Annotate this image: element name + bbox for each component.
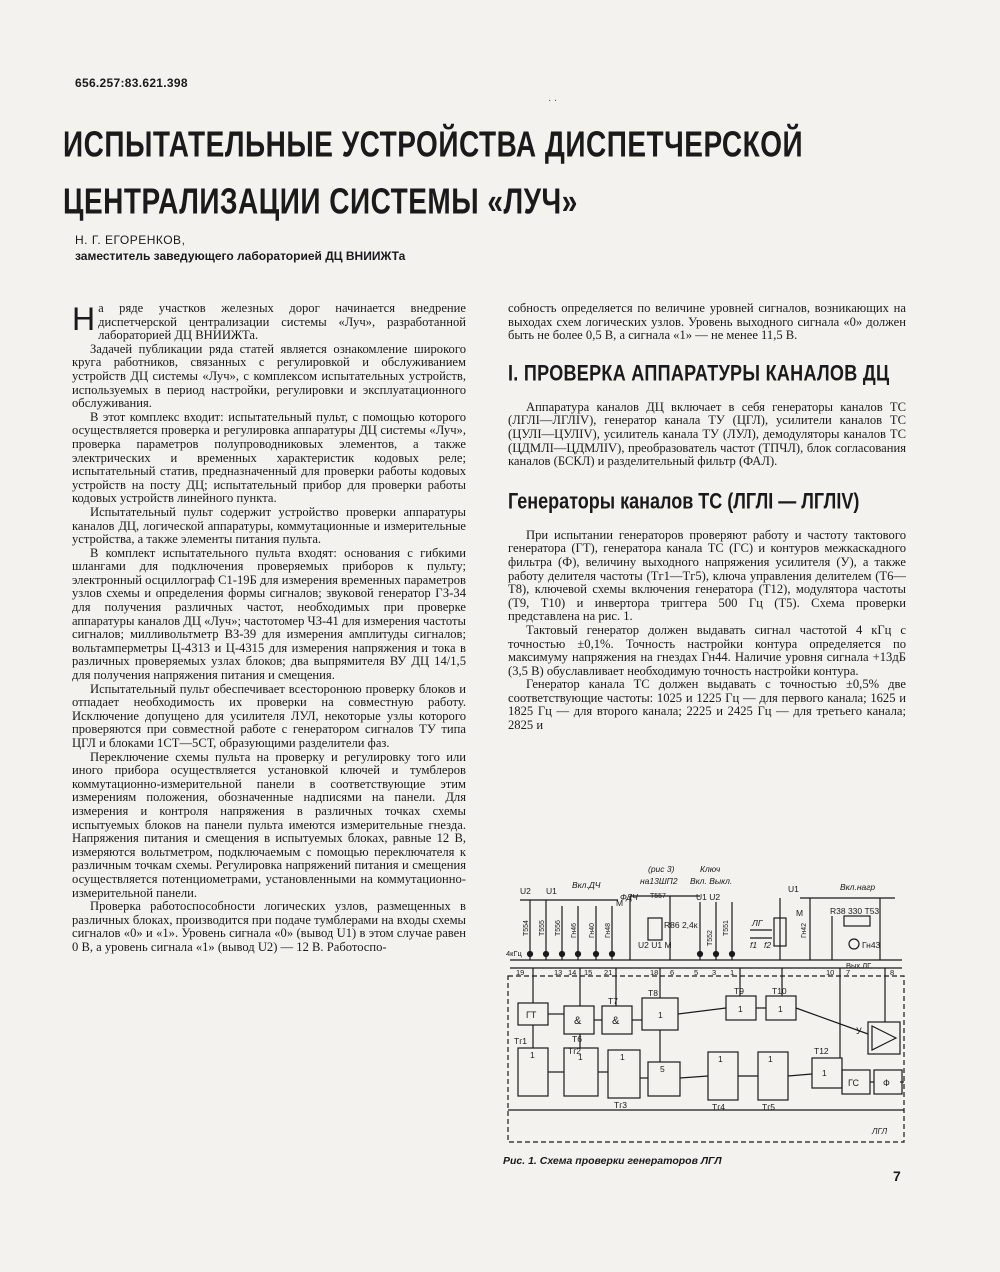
udc-code: 656.257:83.621.398 xyxy=(75,76,188,90)
pin-label: 1 xyxy=(730,968,735,977)
label: Вкл.ДЧ xyxy=(572,880,601,890)
pin-label: 19 xyxy=(516,968,525,977)
jack-gn43 xyxy=(849,939,859,949)
lgl-block-border xyxy=(508,976,904,1142)
label: Ключ xyxy=(700,864,721,874)
label: Тг2 xyxy=(568,1046,582,1056)
label: Тг1 xyxy=(514,1036,528,1046)
pin-label: 18 xyxy=(650,968,659,977)
label: Тг3 xyxy=(614,1100,628,1110)
label: Гн48 xyxy=(605,922,612,938)
pin-label: 6 xyxy=(670,968,675,977)
label: 1 xyxy=(738,1004,743,1014)
paragraph: Испытательный пульт обеспечивает всесторонюю проверку блоков и отпадает необходимость их проверки на совместную работу. Исключение допущено для усилителя ЛУЛ, некоторые узлы которого проверяются при совместной работе с генератором сигналов ТУ типа ЦГЛ и блоками 1СТ—5СТ, образующими разделители фаз. xyxy=(72,681,466,750)
article-title xyxy=(63,116,923,230)
label: Гн43 xyxy=(862,940,881,950)
label: на13ШП2 xyxy=(640,876,678,886)
label: Т12 xyxy=(814,1046,829,1056)
label: Т551 xyxy=(723,920,730,936)
tg4-block xyxy=(708,1052,738,1100)
label: & xyxy=(612,1015,620,1027)
t12-block xyxy=(812,1058,842,1088)
pin-label: 14 xyxy=(568,968,577,977)
label: f2 xyxy=(764,940,772,950)
left-column xyxy=(72,302,466,955)
label: Т6 xyxy=(572,1034,582,1044)
label: U1 U2 xyxy=(696,892,721,902)
label: M xyxy=(796,908,804,918)
subsection-heading: Генераторы каналов ТС (ЛГЛI — ЛГЛIV) xyxy=(508,488,860,514)
label: (рис 3) xyxy=(648,864,675,874)
section-heading: I. ПРОВЕРКА АППАРАТУРЫ КАНАЛОВ ДЦ xyxy=(508,360,890,386)
paragraph: Генератор канала ТС должен выдавать с точностью ±0,5% две соответствующие частоты: 1025 и 1225 Гц — для первого канала; 1625 и 1825 Гц — для второго канала; 2225 и 2425 Гц — для третьего канала; 2825 и xyxy=(508,677,906,733)
label: Т556 xyxy=(555,920,562,936)
label: 1 xyxy=(768,1054,773,1064)
label: У xyxy=(856,1026,862,1036)
figure-caption: Рис. 1. Схема проверки генераторов ЛГЛ xyxy=(503,1155,722,1167)
label: Ф xyxy=(883,1078,890,1088)
label: Т557 xyxy=(650,893,666,900)
label: Т552 xyxy=(707,930,714,946)
pin-label: 13 xyxy=(554,968,563,977)
label: Гн46 xyxy=(571,922,578,938)
paragraph: Проверка работоспособности логических узлов, размещенных в различных блоках, производится при подаче тумблерами на входы схемы сигналов «0» и «1». Уровень сигнала «0» (вывод U1) в этом случае равен 0 В, а уровень сигнала «1» (вывод U2) — 12 В. Работоспо- xyxy=(72,899,466,954)
label: Гн40 xyxy=(589,922,596,938)
label: Вкл.нагр xyxy=(840,882,876,892)
label: U1 xyxy=(788,884,799,894)
pin-label: 8 xyxy=(890,968,895,977)
label: 1 xyxy=(778,1004,783,1014)
paragraph: При испытании генераторов проверяют работу и частоту тактового генератора (ГТ), генератора канала ТС (ГС) и контуров межкаскадного фильтра (Ф), величину выходного напряжения усилителя (У), а также работу делителя частоты (Тг1—Тг5), ключа управления делителем (Т6—Т8), ключевой схемы включения генератора (Т12), модулятора частоты (Т9, Т10) и инвертора триггера 500 Гц (Т5). Схема проверки представлена на рис. 1. xyxy=(508,527,906,624)
drop-cap: Н xyxy=(72,301,96,337)
resistor-r38 xyxy=(844,916,870,926)
label: Вкл. Выкл. xyxy=(690,876,733,886)
paragraph: Испытательный пульт содержит устройство проверки аппаратуры каналов ДЦ, логической аппаратуры, коммутационные и измерительные устройства, а также элементы питания пульта. xyxy=(72,504,466,547)
paragraph: В комплект испытательного пульта входят: основания с гибкими шлангами для подключения проверяемых приборов к пульту; электронный осциллограф С1-19Б для измерения временных параметров узлов схемы и определения формы сигналов; звуковой генератор ГЗ-34 для получения различных частот, необходимых при проверке аппаратуры каналов ДЦ «Луч»; частотомер ЧЗ-41 для измерения частоты сигналов; милливольтметр ВЗ-39 для измерения амплитуды сигналов; вольтамперметры Ц-4313 и Ц-4315 для измерения напряжения и тока в различных проверяемых узлах блоков; два выпрямителя ВУ ДЦ 14/1,5 для получения напряжения питания и смещения. xyxy=(72,545,466,683)
label: Т555 xyxy=(539,920,546,936)
label: Тг5 xyxy=(762,1102,776,1112)
circuit-schematic-figure xyxy=(500,858,910,1148)
author-block xyxy=(75,232,405,264)
tg5-block xyxy=(758,1052,788,1100)
pin-label: 5 xyxy=(694,968,699,977)
label: 1 xyxy=(620,1052,625,1062)
label: ЛГ xyxy=(752,918,763,928)
label: ФДЧ xyxy=(620,892,638,902)
page-number: 7 xyxy=(893,1168,901,1184)
label: 1 xyxy=(658,1010,663,1020)
label: Т10 xyxy=(772,986,787,996)
title-line-2: ЦЕНТРАЛИЗАЦИИ СИСТЕМЫ «ЛУЧ» xyxy=(63,181,578,222)
pin-label: 7 xyxy=(846,968,851,977)
label: Т7 xyxy=(608,996,618,1006)
label: U1 xyxy=(546,886,557,896)
author-name: Н. Г. ЕГОРЕНКОВ, xyxy=(75,233,186,247)
label: R86 2,4к xyxy=(664,920,698,930)
amplifier-symbol xyxy=(872,1026,896,1050)
pin-label: 21 xyxy=(604,968,613,977)
label: U2 xyxy=(520,886,531,896)
pin-label: 10 xyxy=(826,968,835,977)
label: ГС xyxy=(848,1078,859,1088)
label: 1 xyxy=(578,1052,583,1062)
label: Т8 xyxy=(648,988,658,998)
label: U2 U1 M xyxy=(638,940,672,950)
label: f1 xyxy=(750,940,758,950)
pin-label: 15 xyxy=(584,968,593,977)
paragraph: На ряде участков железных дорог начинается внедрение диспетчерской централизации системы «Луч», разработанной лабораторией ДЦ ВНИИЖТа. xyxy=(72,301,466,343)
label: M xyxy=(616,898,624,908)
label: & xyxy=(574,1015,582,1027)
pin-label: 3 xyxy=(712,968,717,977)
label: 1 xyxy=(822,1068,827,1078)
label: ЛГЛ xyxy=(872,1127,888,1136)
label: 1 xyxy=(530,1050,535,1060)
paragraph: Аппаратура каналов ДЦ включает в себя генераторы каналов ТС (ЛГЛI—ЛГЛIV), генератор канала ТУ (ЦГЛ), усилители каналов ТС (ЦУЛI—ЦУЛIV), усилитель канала ТУ (ЛУЛ), демодуляторы каналов ТС (ЦДМЛI—ЦДМЛIV), преобразователь частот (ТПЧЛ), блок согласования каналов (БСКЛ) и разделительный фильтр (ФАЛ). xyxy=(508,399,906,469)
right-column xyxy=(508,302,906,733)
paragraph: Тактовый генератор должен выдавать сигнал частотой 4 кГц с точностью ±0,1%. Точность настройки контура определяется по максимуму напряжения на гнездах Гн44. Наличие уровня сигнала +13дБ (3,5 В) обуславливает необходимую точность настройки контура. xyxy=(508,622,906,678)
label: R38 330 Т53 xyxy=(830,906,880,916)
label: Т554 xyxy=(523,920,530,936)
title-line-1: ИСПЫТАТЕЛЬНЫЕ УСТРОЙСТВА ДИСПЕТЧЕРСКОЙ xyxy=(63,123,804,165)
label: 1 xyxy=(718,1054,723,1064)
label: Тг4 xyxy=(712,1102,726,1112)
label: Вых.ЛГ xyxy=(846,961,872,970)
label: 4кГц xyxy=(506,949,522,958)
paragraph-continuation: собность определяется по величине уровней сигналов, возникающих на выходах схем логических узлов. Уровень выходного сигнала «0» должен быть не более 0,5 В, а сигнала «1» — не менее 11,5 В. xyxy=(508,301,906,343)
label: 5 xyxy=(660,1064,665,1074)
paragraph: В этот комплекс входит: испытательный пульт, с помощью которого осуществляется проверка и регулировка аппаратуры ДЦ системы «Луч», проверка параметров полупроводниковых элементов, а также электрических и временных характеристик кодовых реле; испытательный статив, предназначенный для проверки работы кодовых устройств на посту ДЦ; испытательный прибор для проверки работы кодовых устройств линейного пункта. xyxy=(72,409,466,506)
label: ГТ xyxy=(526,1010,537,1020)
paragraph: Задачей публикации ряда статей является ознакомление широкого круга работников, связанных с регулировкой и обслуживанием устройств ДЦ системы «Луч», с комплексом испытательных устройств, используемых в период настройки, регулировки и эксплуатационного обслуживания. xyxy=(72,341,466,411)
resistor-r86 xyxy=(648,918,662,940)
author-position: заместитель заведующего лабораторией ДЦ ВНИИЖТа xyxy=(75,249,406,263)
label: Т9 xyxy=(734,986,744,996)
label: Гн42 xyxy=(801,922,808,938)
paragraph: Переключение схемы пульта на проверку и регулировку того или иного прибора осуществляется установкой ключей и тумблеров коммутационно-измерительной панели в соответствующие этим измерениям положения, обозначенные надписями на панели. Для измерения и контроля напряжения в различных точках схемы испытуемых блоков на панели пульта имеются измерительные гнезда. Напряжения питания и смещения в испытуемых блоках, равные 12 В, измеряются вольтметром, подключаемым с помощью переключателя к различным точкам схемы. Регулировка напряжений питания и смещения осуществляется потенциометрами, установленными на коммутационно-измерительной панели. xyxy=(72,749,466,900)
print-speck: · · xyxy=(548,96,558,107)
